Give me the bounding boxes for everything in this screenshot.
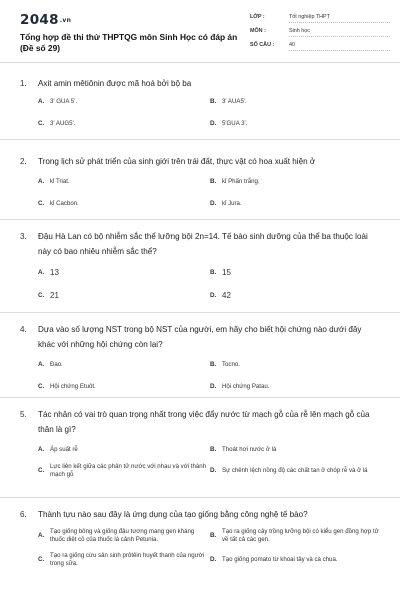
meta-label: LỚP : — [250, 14, 265, 20]
question-text: Thành tựu nào sau đây là ứng dụng của tạo giống bằng công nghệ tế bào? — [38, 510, 308, 519]
meta-label: MÔN : — [250, 28, 266, 34]
answer-option-d[interactable]: D. 5'GUA 3'. — [210, 120, 248, 127]
question-item — [0, 220, 400, 313]
question-list — [0, 62, 400, 600]
meta-row-class — [250, 14, 390, 28]
page-title: Tổng hợp đề thi thử THPTQG môn Sinh Học có đáp án (Đề số 29) — [20, 32, 238, 53]
question-text: Trong lịch sử phát triển của sinh giới trên trái đất, thực vật có hoa xuất hiện ở — [38, 157, 316, 166]
question-number: 5. — [20, 410, 27, 419]
question-text: Axit amin mêtiônin được mã hoá bởi bộ ba — [38, 79, 192, 88]
question-number: 1. — [20, 79, 27, 88]
answer-option-a[interactable]: A. Áp suất rễ — [38, 446, 78, 453]
meta-row-count — [250, 42, 390, 56]
answer-option-d[interactable]: D. 42 — [210, 291, 231, 300]
meta-value: Tốt nghiệp THPT — [289, 14, 390, 23]
question-number: 6. — [20, 510, 27, 519]
site-logo[interactable]: 2048.vn — [20, 12, 72, 28]
answer-option-c[interactable]: C. 21 — [38, 291, 59, 300]
question-number: 2. — [20, 157, 27, 166]
answer-option-c[interactable]: C. Lực liên kết giữa các phân tử nước với nhau và với thành mạch gỗ — [38, 463, 207, 478]
answer-option-c[interactable]: C. Hội chứng Etuôt. — [38, 383, 96, 390]
answer-option-b[interactable]: B. Tạo ra giống cây trồng lưỡng bội có kiểu gen đồng hợp tử về tất cả các gen. — [210, 528, 379, 543]
question-item — [0, 313, 400, 398]
answer-option-a[interactable]: A. kỉ Triat. — [38, 178, 70, 185]
answer-option-b[interactable]: B. Tocno. — [210, 361, 240, 368]
answer-option-b[interactable]: B. Thoát hơi nước ở lá — [210, 446, 277, 453]
exam-meta — [250, 14, 390, 56]
answer-option-b[interactable]: B. 3' AUA5'. — [210, 98, 247, 105]
answer-option-d[interactable]: D. kỉ Jura. — [210, 200, 242, 207]
meta-label: SỐ CÂU : — [250, 42, 275, 48]
question-number: 4. — [20, 325, 27, 334]
answer-option-a[interactable]: A. Đao. — [38, 361, 63, 368]
question-item — [0, 62, 400, 140]
answer-option-b[interactable]: B. kỉ Phấn trắng. — [210, 178, 260, 185]
question-text: Đậu Hà Lan có bộ nhiễm sắc thể lưỡng bội 2n=14. Tế bào sinh dưỡng của thể ba thuộc loài này có bao nhiêu nhiễm sắc thể? — [38, 232, 368, 256]
question-item — [0, 398, 400, 498]
meta-row-subject — [250, 28, 390, 42]
answer-option-a[interactable]: A. 13 — [38, 268, 59, 277]
question-text: Dựa vào số lượng NST trong bộ NST của người, em hãy cho biết hội chứng nào dưới đây khác với những hội chứng còn lại? — [38, 325, 362, 349]
question-text: Tác nhân có vai trò quan trọng nhất trong việc đẩy nước từ mạch gỗ của rễ lên mạch gỗ của thân là gì? — [38, 410, 370, 434]
answer-option-b[interactable]: B. 15 — [210, 268, 231, 277]
meta-value: Sinh học — [289, 28, 390, 37]
question-item — [0, 140, 400, 220]
answer-option-d[interactable]: D. Tạo giống pomato từ khoai tây và cà chua. — [210, 556, 338, 563]
question-item — [0, 498, 400, 600]
meta-value: 40 — [289, 42, 390, 51]
answer-option-a[interactable]: A. Tạo giống bông và giống đậu tương mang gen kháng thuốc diệt cỏ của thuốc lá cảnh Petunia. — [38, 528, 195, 543]
answer-option-c[interactable]: C. kỉ Cacbon. — [38, 200, 79, 207]
answer-option-a[interactable]: A. 3' GUA 5'. — [38, 98, 78, 105]
question-number: 3. — [20, 232, 27, 241]
answer-option-c[interactable]: C. Tạo ra giống cừu sản sinh prôtêin huyết thanh của người trong sữa. — [38, 552, 205, 567]
answer-option-d[interactable]: D. Sự chênh lệch nồng độ các chất tan ở chóp rễ và ở lá — [210, 467, 368, 474]
answer-option-c[interactable]: C. 3' AUG5'. — [38, 120, 76, 127]
answer-option-d[interactable]: D. Hội chứng Patau. — [210, 383, 270, 390]
header — [0, 0, 400, 63]
